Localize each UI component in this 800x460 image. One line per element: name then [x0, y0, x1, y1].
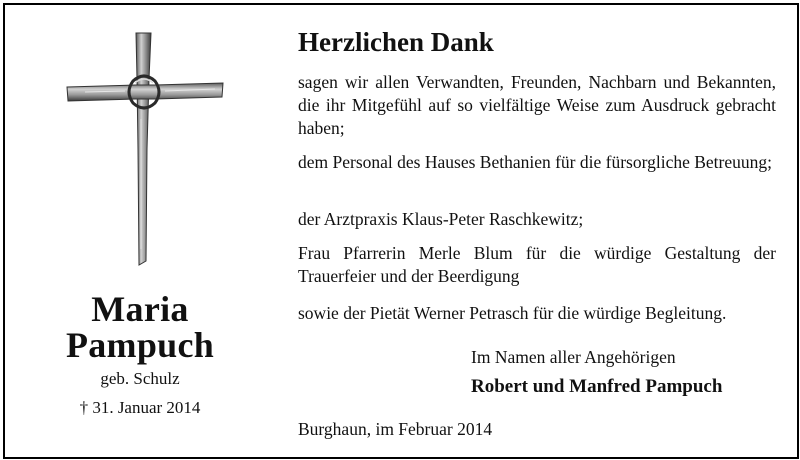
- thanks-paragraph-funeral-home: sowie der Pietät Werner Petrasch für die würdige Begleitung.: [298, 303, 727, 323]
- deceased-first-name: Maria: [91, 289, 189, 329]
- signature-names: Robert und Manfred Pampuch: [471, 376, 723, 397]
- notice-heading: Herzlichen Dank: [298, 27, 494, 57]
- thanks-paragraph-doctor: der Arztpraxis Klaus-Peter Raschkewitz;: [298, 209, 584, 229]
- signature-intro: Im Namen aller Angehörigen: [471, 347, 676, 367]
- place-date: Burghaun, im Februar 2014: [298, 419, 493, 439]
- birth-name: geb. Schulz: [100, 369, 180, 388]
- thanks-paragraph-staff: dem Personal des Hauses Bethanien für die fürsorgliche Betreuung;: [298, 152, 772, 172]
- cross-icon: [65, 29, 225, 267]
- thanks-paragraph-pastor: Frau Pfarrerin Merle Blum für die würdige Gestaltung der Trauerfeier und der Beerdigung: [298, 243, 776, 286]
- deceased-last-name: Pampuch: [65, 325, 215, 365]
- thanks-paragraph-relatives: sagen wir allen Verwandten, Freunden, Nachbarn und Bekannten, die ihr Mitgefühl auf so vielfältige Weise zum Ausdruck gebracht haben;: [298, 72, 776, 138]
- left-column: [5, 5, 275, 457]
- obituary-card: [3, 3, 799, 459]
- death-date: † 31. Januar 2014: [79, 398, 201, 417]
